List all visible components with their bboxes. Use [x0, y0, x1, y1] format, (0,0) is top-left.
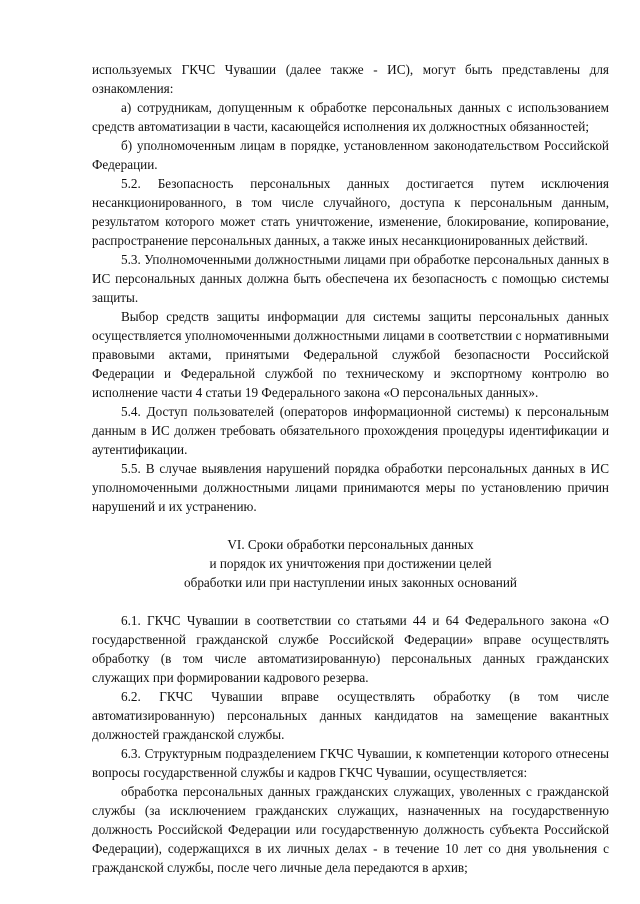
paragraph: используемых ГКЧС Чувашии (далее также - ИС), могут быть представлены для ознакомления: [92, 62, 609, 96]
paragraph: 6.3. Структурным подразделением ГКЧС Чувашии, к компетенции которого отнесены вопросы государственной службы и кадров ГКЧС Чувашии, осуществляется: [92, 746, 609, 780]
paragraph: 5.3. Уполномоченными должностными лицами при обработке персональных данных в ИС персональных данных должна быть обеспечена их безопасность с помощью системы защиты. [92, 252, 609, 305]
paragraph: обработка персональных данных гражданских служащих, уволенных с гражданской службы (за исключением гражданских служащих, назначенных на государственную должность Российской Федерации или государственную должность субъекта Российской Федерации), содержащихся в их личных делах - в течение 10 лет со дня увольнения с гражданской службы, после чего личные дела передаются в архив; [92, 784, 609, 875]
paragraph: 5.5. В случае выявления нарушений порядка обработки персональных данных в ИС уполномоченными должностными лицами принимаются меры по установлению причин нарушений и их устранению. [92, 461, 609, 514]
document-page [92, 60, 609, 877]
paragraph: Выбор средств защиты информации для системы защиты персональных данных осуществляется уполномоченными должностными лицами в соответствии с нормативными правовыми актами, принятыми Федеральной службой безопасности Российской Федерации и Федеральной службой по техническому и экспортному контролю во исполнение части 4 статьи 19 Федерального закона «О персональных данных». [92, 309, 609, 400]
section-heading-line: обработки или при наступлении иных законных оснований [184, 575, 517, 590]
paragraph: а) сотрудникам, допущенным к обработке персональных данных с использованием средств автоматизации в части, касающейся исполнения их должностных обязанностей; [92, 100, 609, 134]
paragraph: 6.2. ГКЧС Чувашии вправе осуществлять обработку (в том числе автоматизированную) персональных данных кандидатов на замещение вакантных должностей гражданской службы. [92, 689, 609, 742]
paragraph: 5.2. Безопасность персональных данных достигается путем исключения несанкционированного, в том числе случайного, доступа к персональным данным, результатом которого может стать уничтожение, изменение, блокирование, копирование, распространение персональных данных, а также иных несанкционированных действий. [92, 176, 609, 248]
section-heading-line: и порядок их уничтожения при достижении целей [209, 556, 492, 571]
spacer [92, 592, 609, 611]
section-heading [92, 535, 609, 592]
spacer [92, 516, 609, 535]
paragraph: б) уполномоченным лицам в порядке, установленном законодательством Российской Федерации. [92, 138, 609, 172]
paragraph: 6.1. ГКЧС Чувашии в соответствии со статьями 44 и 64 Федерального закона «О государственной гражданской службе Российской Федерации» вправе осуществлять обработку (в том числе автоматизированную) персональных данных гражданских служащих при формировании кадрового резерва. [92, 613, 609, 685]
paragraph: 5.4. Доступ пользователей (операторов информационной системы) к персональным данным в ИС должен требовать обязательного прохождения процедуры идентификации и аутентификации. [92, 404, 609, 457]
section-heading-line: VI. Сроки обработки персональных данных [227, 537, 474, 552]
